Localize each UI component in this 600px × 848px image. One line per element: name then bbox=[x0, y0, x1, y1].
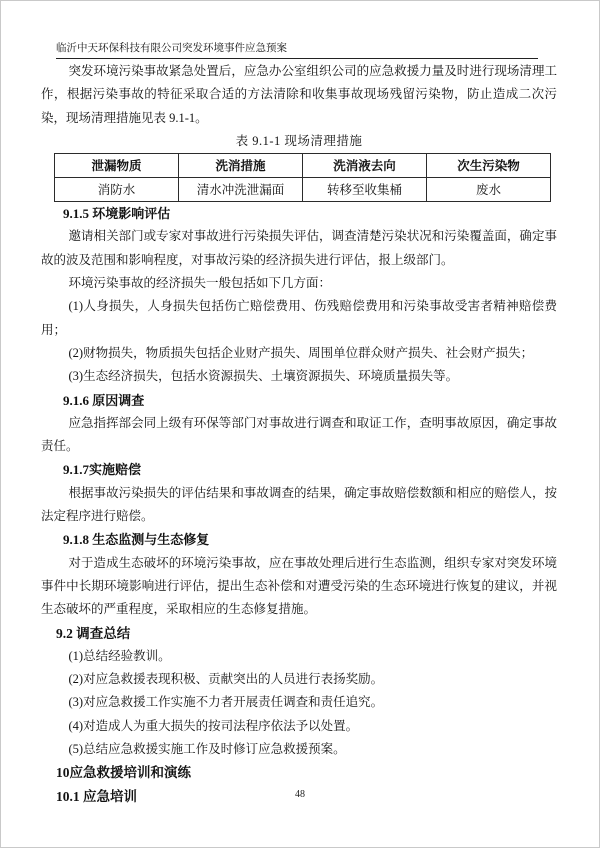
section-paragraph: 根据事故污染损失的评估结果和事故调查的结果，确定事故赔偿数额和相应的赔偿人，按法定程序进行赔偿。 bbox=[41, 485, 557, 524]
list-item: (1)人身损失，人身损失包括伤亡赔偿费用、伤残赔偿费用和污染事故受害者精神赔偿费用； bbox=[41, 299, 557, 337]
page-header bbox=[56, 42, 538, 59]
section-paragraph: 对于造成生态破坏的环境污染事故，应在事故处理后进行生态监测，组织专家对突发环境事件中长期环境影响进行评估，提出生态补偿和对遭受污染的生态环境进行恢复的建议，并视生态破坏的严重程度，采取相应的生态修复措施。 bbox=[41, 555, 557, 617]
document-body bbox=[41, 60, 557, 808]
table-cell: 转移至收集桶 bbox=[303, 178, 427, 202]
section-heading-9-1-6: 9.1.6 原因调查 bbox=[63, 392, 145, 408]
table-caption: 表 9.1-1 现场清理措施 bbox=[235, 133, 363, 148]
page-number: 48 bbox=[295, 789, 305, 800]
section-heading-10-1: 10.1 应急培训 bbox=[56, 788, 137, 804]
intro-paragraph: 突发环境污染事故紧急处置后，应急办公室组织公司的应急救援力量及时进行现场清理工作，根据污染事故的特征采取合适的方法清除和收集事故现场残留污染物，防止造成二次污染，现场清理措施见表 9.1-1。 bbox=[41, 64, 557, 125]
table-header-cell: 洗消液去向 bbox=[303, 154, 427, 178]
table-cell: 消防水 bbox=[55, 178, 179, 202]
list-item: (2)对应急救援表现积极、贡献突出的人员进行表扬奖励。 bbox=[68, 672, 384, 687]
table-cell: 废水 bbox=[427, 178, 551, 202]
table-header-cell: 泄漏物质 bbox=[55, 154, 179, 178]
list-item: (4)对造成人为重大损失的按司法程序依法予以处置。 bbox=[68, 718, 359, 733]
chapter-heading-10: 10应急救援培训和演练 bbox=[56, 765, 191, 781]
list-item: (2)财物损失，物质损失包括企业财产损失、周围单位群众财产损失、社会财产损失； bbox=[68, 345, 534, 360]
page-header-title: 临沂中天环保科技有限公司突发环境事件应急预案 bbox=[56, 43, 287, 54]
cleanup-measures-table bbox=[54, 153, 551, 202]
table-row bbox=[55, 178, 551, 202]
section-heading-9-1-8: 9.1.8 生态监测与生态修复 bbox=[63, 532, 210, 548]
list-item: (3)对应急救援工作实施不力者开展责任调查和责任追究。 bbox=[68, 695, 384, 710]
list-item: (1)总结经验教训。 bbox=[68, 648, 171, 663]
list-item: (5)总结应急救援实施工作及时修订应急救援预案。 bbox=[68, 742, 346, 757]
section-heading-9-2: 9.2 调查总结 bbox=[56, 625, 131, 641]
table-header-cell: 次生污染物 bbox=[427, 154, 551, 178]
section-heading-9-1-5: 9.1.5 环境影响评估 bbox=[63, 206, 171, 222]
table-header-row bbox=[55, 154, 551, 178]
section-paragraph: 应急指挥部会同上级有环保等部门对事故进行调查和取证工作，查明事故原因，确定事故责任。 bbox=[41, 415, 557, 454]
section-paragraph: 邀请相关部门或专家对事故进行污染损失评估，调查清楚污染状况和污染覆盖面，确定事故的波及范围和影响程度，对事故污染的经济损失进行评估，报上级部门。 bbox=[41, 229, 557, 267]
list-item: (3)生态经济损失，包括水资源损失、土壤资源损失、环境质量损失等。 bbox=[68, 369, 459, 384]
table-header-cell: 洗消措施 bbox=[179, 154, 303, 178]
table-cell: 清水冲洗泄漏面 bbox=[179, 178, 303, 202]
section-paragraph: 环境污染事故的经济损失一般包括如下几方面： bbox=[68, 276, 332, 291]
section-heading-9-1-7: 9.1.7实施赔偿 bbox=[63, 462, 142, 478]
